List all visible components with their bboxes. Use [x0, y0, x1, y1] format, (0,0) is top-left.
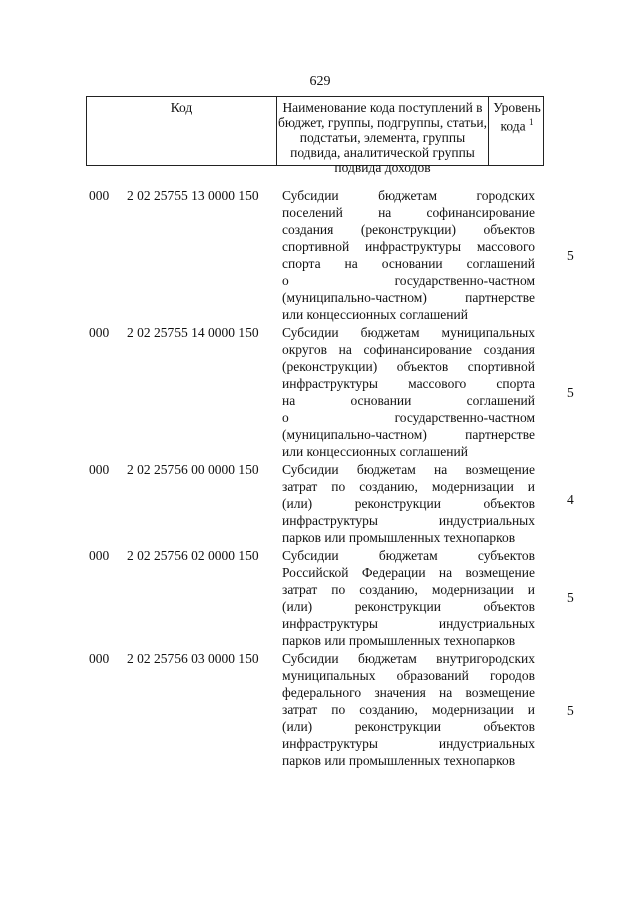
- row-name-line: затрат по созданию, модернизации и: [282, 702, 535, 717]
- row-name-line: парков или промышленных технопарков: [282, 633, 516, 648]
- row-name-line: Субсидии бюджетам городских: [282, 188, 535, 203]
- row-name: [282, 187, 535, 323]
- page-number: 629: [309, 74, 331, 89]
- row-code: 2 02 25756 03 0000 150: [127, 651, 259, 666]
- row-name-line: округов на софинансирование создания: [282, 342, 535, 357]
- row-name-line: затрат по созданию, модернизации и: [282, 582, 535, 597]
- row-prefix: 000: [89, 188, 110, 203]
- row-name: [282, 461, 535, 546]
- row-name-line: о государственно-частном: [282, 410, 535, 425]
- row-name-line: или концессионных соглашений: [282, 307, 468, 322]
- row-name-line: инфраструктуры индустриальных: [282, 513, 535, 528]
- row-code: 2 02 25756 02 0000 150: [127, 548, 259, 563]
- row-name-line: или концессионных соглашений: [282, 444, 468, 459]
- table-header: [86, 96, 544, 175]
- row-name: [282, 650, 535, 769]
- row-name-line: спорта на основании соглашений: [282, 256, 535, 271]
- row-name-line: Российской Федерации на возмещение: [282, 565, 535, 580]
- row-name-line: инфраструктуры массового спорта: [282, 376, 535, 391]
- row-name-line: (или) реконструкции объектов: [282, 719, 535, 734]
- row-code: 2 02 25755 14 0000 150: [127, 325, 259, 340]
- row-name-line: (или) реконструкции объектов: [282, 496, 535, 511]
- row-name-line: федерального значения на возмещение: [282, 685, 535, 700]
- row-level: 4: [567, 492, 574, 507]
- row-name-line: инфраструктуры индустриальных: [282, 616, 535, 631]
- footnote-marker: 1: [528, 117, 534, 127]
- row-name-line: парков или промышленных технопарков: [282, 530, 516, 545]
- row-level: 5: [567, 248, 574, 263]
- row-name: [282, 324, 535, 460]
- row-name-line: поселений на софинансирование: [282, 205, 535, 220]
- row-code: 2 02 25756 00 0000 150: [127, 462, 259, 477]
- row-name-line: затрат по созданию, модернизации и: [282, 479, 535, 494]
- row-name-line: инфраструктуры индустриальных: [282, 736, 535, 751]
- row-prefix: 000: [89, 548, 110, 563]
- header-name: Наименование кода поступлений в бюджет, группы, подгруппы, статьи, подстатьи, элемента, группы подвида, аналитической группы подвида доходов: [277, 97, 489, 165]
- header-level: Уровень кода $^1$: [493, 100, 541, 134]
- row-name-line: спортивной инфраструктуры массового: [282, 239, 535, 254]
- row-prefix: 000: [89, 462, 110, 477]
- row-code: 2 02 25755 13 0000 150: [127, 188, 259, 203]
- row-name-line: Субсидии бюджетам на возмещение: [282, 462, 535, 477]
- row-name-line: муниципальных образований городов: [282, 668, 535, 683]
- row-name-line: на основании соглашений: [282, 393, 535, 408]
- row-name-line: (реконструкции) объектов спортивной: [282, 359, 535, 374]
- row-name-line: Субсидии бюджетам внутригородских: [282, 651, 535, 666]
- row-level: 5: [567, 703, 574, 718]
- row-name-line: о государственно-частном: [282, 273, 535, 288]
- row-name-line: (муниципально-частном) партнерстве: [282, 427, 535, 442]
- row-name: [282, 547, 535, 649]
- row-level: 5: [567, 590, 574, 605]
- row-level: 5: [567, 385, 574, 400]
- row-name-line: создания (реконструкции) объектов: [282, 222, 535, 237]
- row-prefix: 000: [89, 651, 110, 666]
- row-name-line: (или) реконструкции объектов: [282, 599, 535, 614]
- row-name-line: Субсидии бюджетам муниципальных: [282, 325, 535, 340]
- header-code: Код: [87, 97, 277, 165]
- row-prefix: 000: [89, 325, 110, 340]
- row-name-line: (муниципально-частном) партнерстве: [282, 290, 535, 305]
- row-name-line: парков или промышленных технопарков: [282, 753, 516, 768]
- row-name-line: Субсидии бюджетам субъектов: [282, 548, 535, 563]
